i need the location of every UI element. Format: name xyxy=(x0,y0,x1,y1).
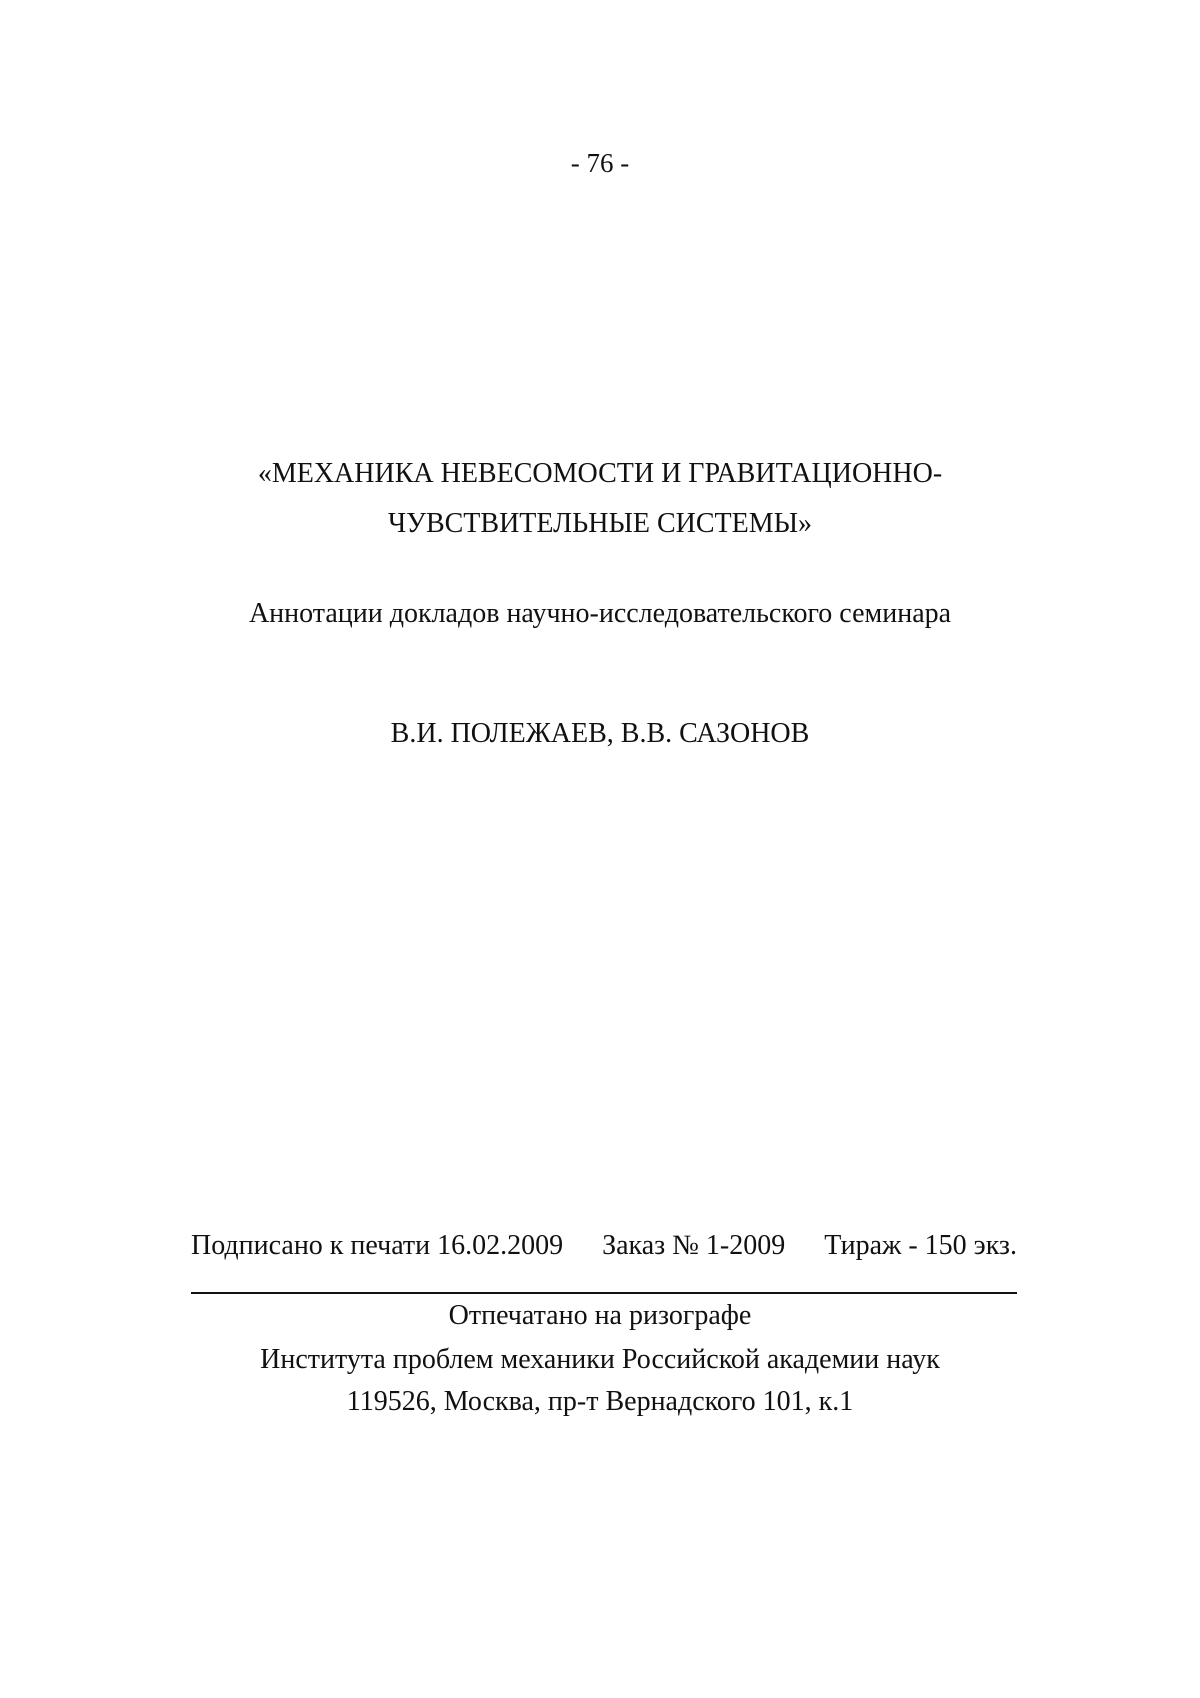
printer-line-1: Отпечатано на ризографе xyxy=(448,1300,752,1331)
printer-line-2: Института проблем механики Российской академии наук xyxy=(260,1344,940,1375)
title-line-2: ЧУВСТВИТЕЛЬНЫЕ СИСТЕМЫ» xyxy=(387,508,813,539)
signed-to-print: Подписано к печати 16.02.2009 xyxy=(191,1230,564,1261)
divider-rule xyxy=(191,1292,1017,1294)
order-number: Заказ № 1-2009 xyxy=(602,1230,786,1261)
subtitle: Аннотации докладов научно-исследовательского семинара xyxy=(248,598,952,629)
imprint-line xyxy=(191,1228,1017,1264)
title-line-1: «МЕХАНИКА НЕВЕСОМОСТИ И ГРАВИТАЦИОННО- xyxy=(257,458,943,489)
authors: В.И. ПОЛЕЖАЕВ, В.В. САЗОНОВ xyxy=(390,718,810,749)
print-run: Тираж - 150 экз. xyxy=(824,1230,1017,1261)
page-number: - 76 - xyxy=(570,148,630,178)
printer-address: 119526, Москва, пр-т Вернадского 101, к.1 xyxy=(346,1386,854,1417)
